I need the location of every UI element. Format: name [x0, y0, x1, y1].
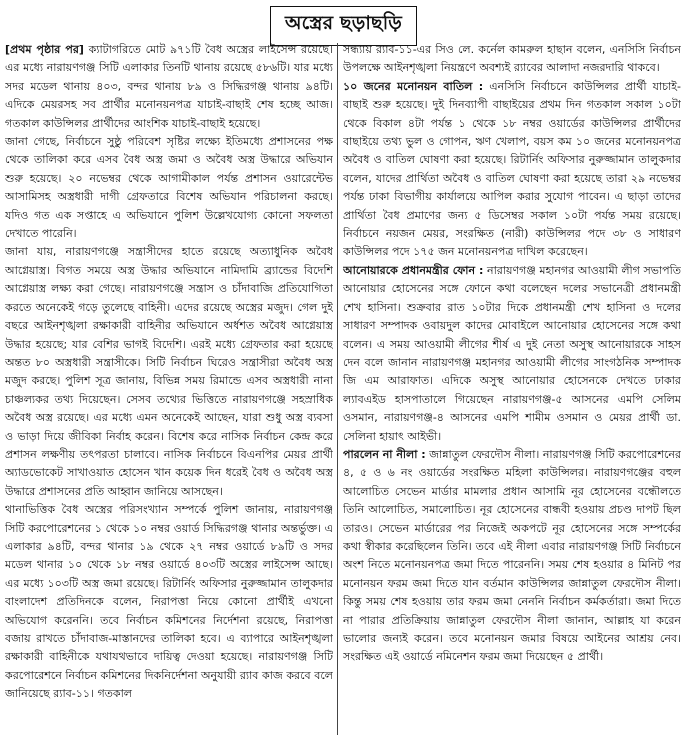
left-paragraph-3: জানা যায়, নারায়ণগঞ্জে সন্ত্রাসীদের হাতে রয়েছে অত্যাধুনিক অবৈধ আগ্নেয়াস্ত্র। বিগত সময়ে অস্ত্র উদ্ধার অভিযানে নামিদামি ব্র্যান্ডের বিদেশি আগ্নেয়াস্ত্র লক্ষ্য করা গেছে। নারায়ণগঞ্জে সন্ত্রাস ও চাঁদাবাজি প্রতিযোগিতা করতে অনেকেই গড়ে তুলেছে বাহিনী। এদের রয়েছে অস্ত্রের মজুদ। গেল দুই বছরে আইনশৃঙ্খলা রক্ষাকারী বাহিনীর অভিযানে অর্ধশত অবৈধ আগ্নেয়াস্ত্র উদ্ধার হয়েছে; যার বেশির ভাগই বিদেশি। এরই মধ্যে গ্রেফতার করা হয়েছে অন্তত ৮০ অস্ত্রধারী সন্ত্রাসীকে। সিটি নির্বাচন ঘিরেও সন্ত্রাসীরা অবৈধ অস্ত্র মজুদ করছে। পুলিশ সূত্র জানায়, বিভিন্ন সময় রিমান্ডে এসব অস্ত্রধারী নানা চাঞ্চল্যকর তথ্য দিয়েছেন। সেসব তথ্যের ভিত্তিতে নারায়ণগঞ্জে সহস্রাধিক অবৈধ অস্ত্র রয়েছে। এর মধ্যে এমন অনেকেই আছেন, যারা শুধু অস্ত্র ব্যবসা ও ভাড়া দিয়ে জীবিকা নির্বাহ করেন। বিশেষ করে নাসিক নির্বাচন কেন্দ্র করে প্রশাসন লক্ষণীয় তৎপরতা চালাবে। নাসিক নির্বাচনে বিএনপির মেয়র প্রার্থী অ্যাডভোকেট সাখাওয়াত হোসেন খান কয়েক দিন ধরেই বৈধ ও অবৈধ অস্ত্র উদ্ধারে প্রশাসনের প্রতি আহ্বান জানিয়ে আসছেন।: [5, 245, 333, 498]
right-paragraph-2-text: এনসিসি নির্বাচনে কাউন্সিলর প্রার্থী যাচাই-বাছাই শুরু হয়েছে। দুই দিনব্যাপী বাছাইয়ের প্রথম দিন গতকাল সকাল ১০টা থেকে বিকাল ৪টা পর্যন্ত ১ থেকে ১৮ নম্বর ওয়ার্ডের কাউন্সিলর প্রার্থীদের বাছাইয়ে তথ্য ভুল ও গোপন, ঋণ খেলাপ, বয়স কম ১০ জনের মনোনয়নপত্র অবৈধ ও বাতিল ঘোষণা করা হয়েছে। রিটার্নিং অফিসার নুরুজ্জামান তালুকদার বলেন, যাদের প্রার্থিতা অবৈধ ও বাতিল ঘোষণা করা হয়েছে তারা ২৯ নভেম্বর পর্যন্ত ঢাকা বিভাগীয় কার্যালয়ে আপিল করার সুযোগ পাবেন। এ ছাড়া তাদের প্রার্থিতা বৈধ প্রমাণের জন্য ৫ ডিসেম্বর সকাল ১০টা পর্যন্ত সময় রয়েছে। নির্বাচনে নয়জন মেয়র, সংরক্ষিত (নারী) কাউন্সিলর পদে ৩৮ ও সাধারণ কাউন্সিলর পদে ১৭৫ জন মনোনয়নপত্র দাখিল করেছেন।: [343, 79, 681, 259]
right-paragraph-3: [343, 262, 681, 446]
column-divider: [337, 43, 338, 735]
article-headline: অস্ত্রের ছড়াছড়ি: [270, 6, 417, 46]
left-paragraph-2: জানা গেছে, নির্বাচনে সুষ্ঠু পরিবেশ সৃষ্টির লক্ষ্যে ইতিমধ্যে প্রশাসনের পক্ষ থেকে তালিকা করে এসব বৈধ অস্ত্র জমা ও অবৈধ অস্ত্র উদ্ধারে অভিযান শুরু হয়েছে। ২০ নভেম্বর থেকে আগামীকাল পর্যন্ত প্রশাসন ওয়ারেন্টেভ আসামিসহ অস্ত্রধারী দাগী গ্রেফতারে বিশেষ অভিযান পরিচালনা করছে। যদিও গত এক সপ্তাহে এ অভিযানে পুলিশ উল্লেখযোগ্য কোনো সফলতা দেখাতে পারেনি।: [5, 135, 333, 241]
headline-container: [0, 0, 687, 40]
left-column: [5, 41, 333, 736]
left-paragraph-4: থানাভিত্তিক বৈধ অস্ত্রের পরিসংখ্যান সম্পর্কে পুলিশ জানায়, নারায়ণগঞ্জ সিটি করপোরেশনের ১ থেকে ১০ নম্বর ওয়ার্ড সিদ্ধিরগঞ্জ থানার অন্তর্ভুক্ত। এ এলাকার ৯৪টি, বন্দর থানার ১৯ থেকে ২৭ নম্বর ওয়ার্ডে ৮৯টি ও সদর মডেল থানার ১০ থেকে ১৮ নম্বর ওয়ার্ডে ৪০৩টি অস্ত্রের লাইসেন্স আছে। এর মধ্যে ১০৩টি অস্ত্র জমা রয়েছে। রিটার্নিং অফিসার নুরুজ্জামান তালুকদার বাংলাদেশ প্রতিদিনকে বলেন, নিরাপত্তা নিয়ে কোনো প্রার্থীই এখনো অভিযোগ করেননি। তবে নির্বাচন কমিশনের নির্দেশনা রয়েছে, নিরাপত্তা বজায় রাখতে চাঁদাবাজ-মাস্তানদের তালিকা হবে। এ ব্যাপারে আইনশৃঙ্খলা রক্ষাকারী বাহিনীকে যথাযথভাবে দায়িত্ব দেওয়া হয়েছে। নারায়ণগঞ্জ সিটি করপোরেশনে নির্বাচন কমিশনের দিকনির্দেশনা অনুযায়ী র‍্যাব কাজ করবে বলে জানিয়েছে র‍্যাব-১১। গতকাল: [5, 503, 333, 701]
left-paragraph-1-text: ক্যাটাগরিতে মোট ৯৭১টি বৈধ অস্ত্রের লাইসেন্স রয়েছে। এর মধ্যে নারায়ণগঞ্জ সিটি এলাকার তিনটি থানায় রয়েছে ৫৮৬টি। যার মধ্যে সদর মডেল থানায় ৪০৩, বন্দর থানায় ৮৯ ও সিদ্ধিরগঞ্জ থানায় ৯৪টি। এদিকে মেয়রসহ সব প্রার্থীর মনোনয়নপত্র যাচাই-বাছাই শেষ হচ্ছে আজ। গতকাল কাউন্সিলর প্রার্থীদের আংশিক যাচাই-বাছাই হয়েছে।: [5, 43, 333, 130]
left-paragraph-1: [5, 41, 333, 133]
right-paragraph-1: সন্ধ্যায় র‍্যাব-১১-এর সিও লে. কর্নেল কামরুল হাছান বলেন, এনসিসি নির্বাচন উপলক্ষে আইনশৃঙ্খলা নিয়ন্ত্রণে অবশ্যই র‍্যাবের আলাদা নজরদারি থাকবে।: [343, 43, 681, 75]
right-paragraph-3-text: নারায়ণগঞ্জ মহানগর আওয়ামী লীগ সভাপতি আনোয়ার হোসেনের সঙ্গে ফোনে কথা বলেছেন দলের সভানেত্রী প্রধানমন্ত্রী শেখ হাসিনা। শুক্রবার রাত ১০টার দিকে প্রধানমন্ত্রী শেখ হাসিনা ও দলের সাধারণ সম্পাদক ওবায়দুল কাদের মোবাইলে আনোয়ার হোসেনের সঙ্গে কথা বলেন। এ সময় আওয়ামী লীগের শীর্ষ এ দুই নেতা অসুস্থ আনোয়ারকে সাহস দেন বলে জানান নারায়ণগঞ্জ মহানগর আওয়ামী লীগের সাংগঠনিক সম্পাদক জি এম আরাফাত। এদিকে অসুস্থ আনোয়ার হোসেনকে দেখতে ঢাকার ল্যাবএইড হাসপাতালে গিয়েছেন নারায়ণগঞ্জ-৫ আসনের এমপি সেলিম ওসমান, নারায়ণগঞ্জ-৪ আসনের এমপি শামীম ওসমান ও মেয়র প্রার্থী ডা. সেলিনা হায়াৎ আইভী।: [343, 263, 681, 443]
subhead-nomination-cancelled: ১০ জনের মনোনয়ন বাতিল :: [343, 79, 484, 93]
continuation-label: [প্রথম পৃষ্ঠার পর]: [5, 43, 84, 56]
right-paragraph-4: [343, 446, 681, 667]
subhead-pm-phone-call: আনোয়ারকে প্রধানমন্ত্রীর ফোন :: [343, 263, 484, 277]
right-column: [343, 41, 681, 736]
subhead-nila-failed: পারলেন না নীলা :: [343, 447, 426, 461]
right-paragraph-2: [343, 78, 681, 262]
right-paragraph-4-text: জান্নাতুল ফেরদৌস নীলা। নারায়ণগঞ্জ সিটি করপোরেশনের ৪, ৫ ও ৬ নং ওয়ার্ডের সংরক্ষিত মহিলা কাউন্সিলর। নারায়ণগঞ্জের বহুল আলোচিত সেভেন মার্ডার মামলার প্রধান আসামি নূর হোসেনের বন্ধৌলতে তিনি আলোচিত, সমালোচিত। নূর হোসেনের বান্ধবী হওয়ায় প্রচণ্ড দাপট ছিল তারও। সেভেন মার্ডারের পর নিজেই অকপটে নূর হোসেনের সঙ্গে সম্পর্কের কথা স্বীকার করেছিলেন তিনি। তবে এই নীলা এবার নারায়ণগঞ্জ সিটি নির্বাচনে অংশ নিতে মনোনয়নপত্র জমা দিতে পারেননি। সময় শেষ হওয়ার ৪ মিনিট পর মনোনয়ন ফরম জমা দিতে যান বর্তমান কাউন্সিলর জান্নাতুল ফেরদৌস নীলা। কিন্তু সময় শেষ হওয়ায় তার ফরম জমা নেননি নির্বাচন কর্মকর্তারা। জমা দিতে না পারার প্রতিক্রিয়ায় জান্নাতুল ফেরদৌস নীলা জানান, আল্লাহ যা করেন ভালোর জন্যই করেন। তবে মনোনয়ন জমার বিষয়ে আইনের আশ্রয় নেব। সংরক্ষিত এই ওয়ার্ডে নমিনেশন ফরম জমা দিয়েছেন ৫ প্রার্থী।: [343, 447, 681, 664]
